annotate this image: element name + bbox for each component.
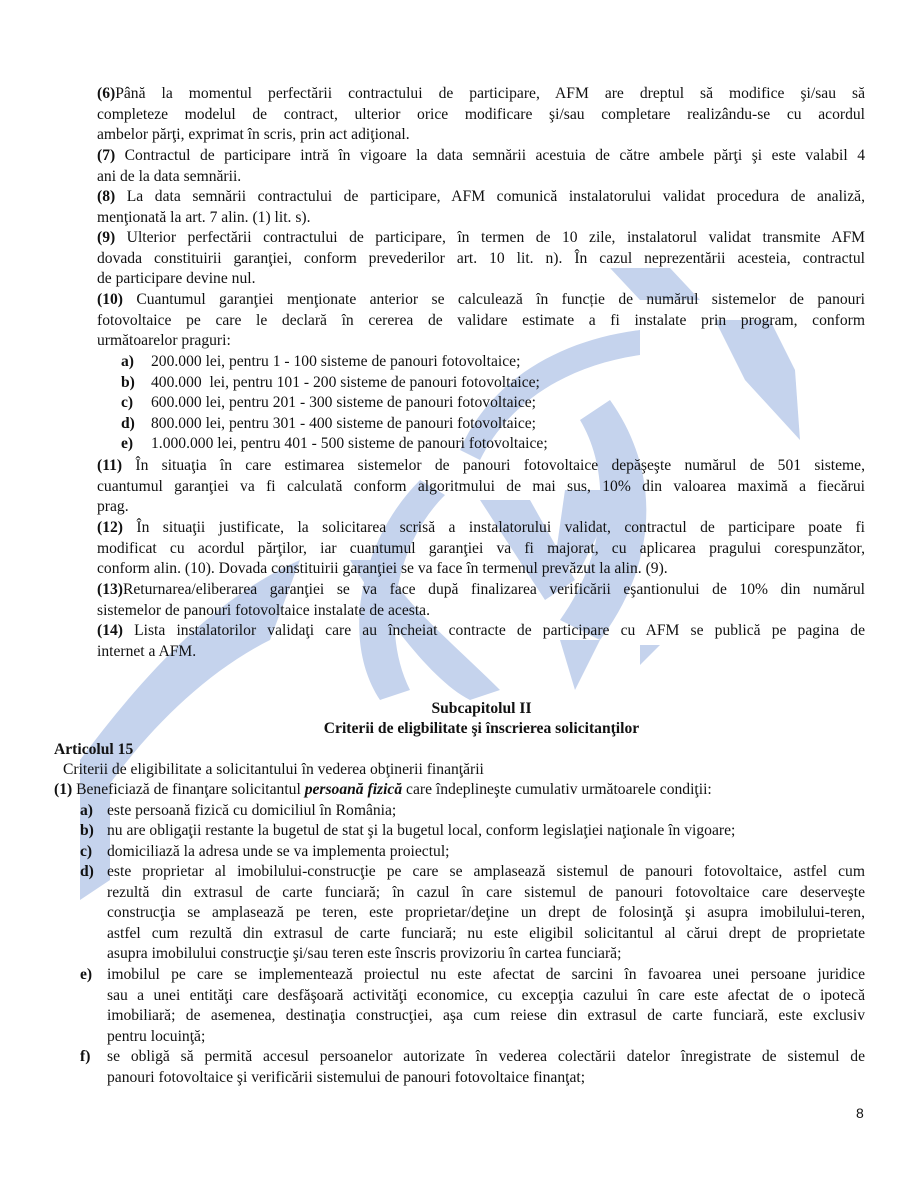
paragraph-text: ani de la data semnării.	[97, 167, 242, 185]
subchapter-title: Criterii de eligbilitate şi înscrierea solicitanţilor	[323, 720, 640, 737]
threshold-list	[121, 352, 821, 455]
list-letter: a)	[80, 802, 93, 819]
condition-e	[80, 965, 865, 1047]
page-number: 8	[856, 1105, 864, 1121]
paragraph-text: Lista instalatorilor validaţi care au încheiat contracte de participare cu AFM se publică pe pagina de	[122, 622, 865, 639]
list-item	[121, 434, 821, 455]
list-text: 600.000 lei, pentru 201 - 300 sisteme de panouri fotovoltaice;	[151, 394, 536, 412]
list-text: nu are obligaţii restante la bugetul de stat şi la bugetul local, conform legislaţiei naţionale în vigoare;	[107, 822, 736, 839]
paragraph-text: Beneficiază de finanţare solicitantul	[72, 781, 305, 798]
article-paragraph-1	[54, 780, 712, 801]
paragraph-text: completeze modelul de contract, ulterior orice modificare şi/sau completare realizându-se cu acordul	[97, 105, 865, 123]
list-letter: e)	[80, 966, 93, 983]
subchapter-label: Subcapitolul II	[431, 700, 532, 717]
paragraph-number: (11)	[97, 457, 123, 474]
paragraph-text: care îndeplineşte cumulativ următoarele condiţii:	[402, 781, 712, 798]
list-letter: d)	[80, 863, 94, 880]
article-subtitle: Criterii de eligibilitate a solicitantului în vederea obţinerii finanţării	[63, 761, 484, 778]
condition-b	[80, 821, 865, 842]
paragraph-text: cuantumul garanţiei va fi calculată conform algoritmului de mai sus, 10% din valoarea maximă a fiecărui	[97, 477, 865, 495]
list-text: sau a unei entităţi care desfăşoară activităţi economice, cu excepţia cazului în care este afectat de o ipotecă	[107, 986, 865, 1004]
paragraph-number: (14)	[97, 622, 123, 639]
paragraph-text: Contractul de participare intră în vigoare la data semnării acestuia de către ambele părţi şi este valabil 4	[115, 147, 865, 164]
paragraph-text: dovada constituirii garanţiei, conform prevederilor art. 10 lit. n). În cazul neprezentării acesteia, contractul	[97, 249, 865, 267]
list-item	[121, 393, 821, 414]
condition-c	[80, 842, 865, 863]
paragraph-text: prag.	[97, 498, 129, 516]
article-label: Articolul 15	[54, 741, 134, 758]
list-text: pentru locuinţă;	[107, 1027, 206, 1045]
paragraph-text: sistemelor de panouri fotovoltaice instalate de acesta.	[97, 601, 430, 619]
list-text: imobiliară; de asemenea, destinaţia construcţiei, aşa cum reiese din extrasul de carte funciară, este exclusiv	[107, 1007, 865, 1025]
paragraph-9	[97, 228, 865, 290]
list-text: se obligă să permită accesul persoanelor autorizate în vederea colectării datelor înregistrate de sistemul de	[107, 1048, 865, 1065]
paragraph-text: fotovoltaice pe care le declară în cererea de validare estimate a fi instalate prin program, conform	[97, 311, 865, 329]
list-text: este proprietar al imobilului-construcţie pe care se amplasează sistemul de panouri fotovoltaice, astfel cum	[107, 863, 865, 880]
list-item	[121, 352, 821, 373]
list-text: imobilul pe care se implementează proiectul nu este afectat de sarcini în favoarea unei persoane juridice	[107, 966, 865, 983]
paragraph-10	[97, 290, 865, 352]
paragraph-number: (6)	[97, 85, 116, 102]
paragraph-text: conform alin. (10). Dovada constituirii garanţiei se va face în termenul prevăzut la alin. (9).	[97, 560, 668, 578]
paragraph-number: (10)	[97, 291, 123, 308]
list-text: 1.000.000 lei, pentru 401 - 500 sisteme de panouri fotovoltaice;	[151, 435, 548, 453]
paragraph-text: ambelor părţi, exprimat în scris, prin act adiţional.	[97, 126, 410, 144]
list-letter: f)	[80, 1048, 91, 1065]
paragraph-text: modificat cu acordul părţilor, iar cuantumul garanţiei va fi majorat, cu aplicarea pragului corespunzător,	[97, 539, 865, 557]
condition-d	[80, 862, 865, 965]
paragraph-11	[97, 456, 865, 518]
list-text: 800.000 lei, pentru 301 - 400 sisteme de panouri fotovoltaice;	[151, 414, 536, 432]
paragraph-number: (13)	[97, 581, 123, 598]
paragraph-7	[97, 146, 865, 187]
paragraph-6	[97, 84, 865, 146]
list-text: rezultă din extrasul de carte funciară; în cazul în care sistemul de panouri fotovoltaice care deserveşte	[107, 883, 865, 901]
paragraph-number: (7)	[97, 147, 116, 164]
list-item	[121, 373, 821, 394]
list-item	[121, 414, 821, 435]
paragraph-14	[97, 621, 865, 662]
list-letter: b)	[80, 822, 94, 839]
condition-f	[80, 1047, 865, 1088]
paragraph-text: Cuantumul garanţiei menţionate anterior se calculează în funcție de numărul sistemelor de panouri	[122, 291, 865, 308]
paragraph-12	[97, 518, 865, 580]
paragraph-number: (12)	[97, 519, 123, 536]
paragraph-text: În situaţii justificate, la solicitarea scrisă a instalatorului validat, contractul de participare poate fi	[122, 519, 865, 536]
condition-a	[80, 801, 865, 822]
paragraph-text: La data semnării contractului de participare, AFM comunică instalatorului validat procedura de analiză,	[115, 188, 865, 205]
paragraph-13	[97, 580, 865, 621]
list-letter: b)	[121, 373, 135, 391]
paragraph-number: (1)	[54, 781, 73, 798]
list-text: panouri fotovoltaice şi verificării sistemului de panouri fotovoltaice finanţat;	[107, 1068, 586, 1086]
list-text: construcţia se amplasează pe teren, este proprietar/deţine un drept de folosinţă şi asupra imobilului-teren,	[107, 904, 865, 922]
paragraph-8	[97, 187, 865, 228]
emphasis-text: persoană fizică	[304, 781, 403, 798]
list-letter: c)	[80, 843, 93, 860]
paragraph-text: În situaţia în care estimarea sistemelor de panouri fotovoltaice depăşeşte numărul de 501 sisteme,	[122, 457, 865, 474]
list-letter: d)	[121, 414, 135, 432]
paragraph-text: Ulterior perfectării contractului de participare, în termen de 10 zile, instalatorul validat transmite AFM	[115, 229, 865, 246]
paragraph-text: internet a AFM.	[97, 642, 197, 660]
paragraph-text: Până la momentul perfectării contractului de participare, AFM are dreptul să modifice şi/sau să	[115, 85, 865, 102]
list-text: astfel cum rezultă din extrasul de carte funciară; nu este eligibil solicitantul al cărui drept de proprietate	[107, 924, 865, 942]
list-letter: e)	[121, 435, 134, 453]
list-text: 400.000 lei, pentru 101 - 200 sisteme de panouri fotovoltaice;	[151, 373, 540, 391]
list-text: asupra imobilului construcţie şi/sau teren este înscris provizoriu în cartea funciară;	[107, 945, 622, 963]
paragraph-number: (9)	[97, 229, 116, 246]
paragraph-text: menţionată la art. 7 alin. (1) lit. s).	[97, 208, 311, 226]
paragraph-text: următoarelor praguri:	[97, 332, 231, 350]
paragraph-number: (8)	[97, 188, 116, 205]
paragraph-text: Returnarea/eliberarea garanţiei se va face după finalizarea verificării eşantionului de 10% din numărul	[122, 581, 865, 598]
list-text: domiciliază la adresa unde se va implementa proiectul;	[107, 843, 450, 860]
list-text: 200.000 lei, pentru 1 - 100 sisteme de panouri fotovoltaice;	[151, 353, 521, 370]
list-letter: c)	[121, 394, 134, 412]
list-letter: a)	[121, 353, 134, 370]
list-text: este persoană fizică cu domiciliul în România;	[107, 802, 397, 819]
paragraph-text: de participare devine nul.	[97, 270, 256, 288]
